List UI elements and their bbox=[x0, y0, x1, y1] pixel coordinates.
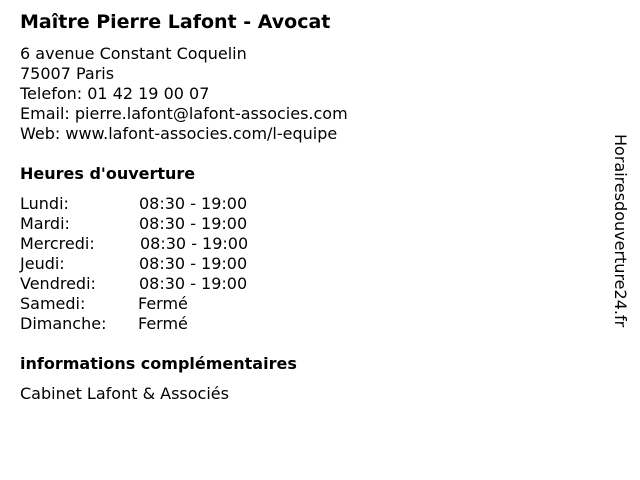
address-city: 75007 Paris bbox=[20, 64, 115, 83]
contact-details bbox=[20, 44, 348, 144]
watermark-text: Horairesdouverture24.fr bbox=[611, 134, 630, 328]
hours-row-sunday bbox=[20, 314, 320, 334]
opening-hours-heading: Heures d'ouverture bbox=[20, 164, 196, 183]
day-hours: 08:30 - 19:00 bbox=[139, 214, 248, 233]
hours-row-wednesday bbox=[20, 234, 320, 254]
day-hours: 08:30 - 19:00 bbox=[139, 194, 248, 213]
hours-row-thursday bbox=[20, 254, 320, 274]
day-label: Mercredi: bbox=[20, 234, 95, 253]
opening-hours-table bbox=[20, 194, 320, 334]
day-label: Mardi: bbox=[20, 214, 70, 233]
website-line: Web: www.lafont-associes.com/l-equipe bbox=[20, 124, 338, 143]
day-label: Vendredi: bbox=[20, 274, 96, 293]
business-title: Maître Pierre Lafont - Avocat bbox=[20, 11, 331, 33]
hours-row-tuesday bbox=[20, 214, 320, 234]
day-label: Lundi: bbox=[20, 194, 69, 213]
day-hours: 08:30 - 19:00 bbox=[140, 234, 249, 253]
additional-info-heading: informations complémentaires bbox=[20, 354, 297, 373]
day-hours: 08:30 - 19:00 bbox=[139, 254, 248, 273]
hours-row-monday bbox=[20, 194, 320, 214]
day-label: Samedi: bbox=[20, 294, 86, 313]
day-hours: 08:30 - 19:00 bbox=[139, 274, 248, 293]
additional-info-text: Cabinet Lafont & Associés bbox=[20, 384, 229, 403]
hours-row-saturday bbox=[20, 294, 320, 314]
address-street: 6 avenue Constant Coquelin bbox=[20, 44, 247, 63]
day-hours: Fermé bbox=[138, 294, 188, 313]
email-line: Email: pierre.lafont@lafont-associes.com bbox=[20, 104, 348, 123]
day-label: Jeudi: bbox=[20, 254, 65, 273]
phone-line: Telefon: 01 42 19 00 07 bbox=[20, 84, 210, 103]
day-label: Dimanche: bbox=[20, 314, 107, 333]
day-hours: Fermé bbox=[138, 314, 188, 333]
site-watermark bbox=[605, 134, 635, 374]
hours-row-friday bbox=[20, 274, 320, 294]
